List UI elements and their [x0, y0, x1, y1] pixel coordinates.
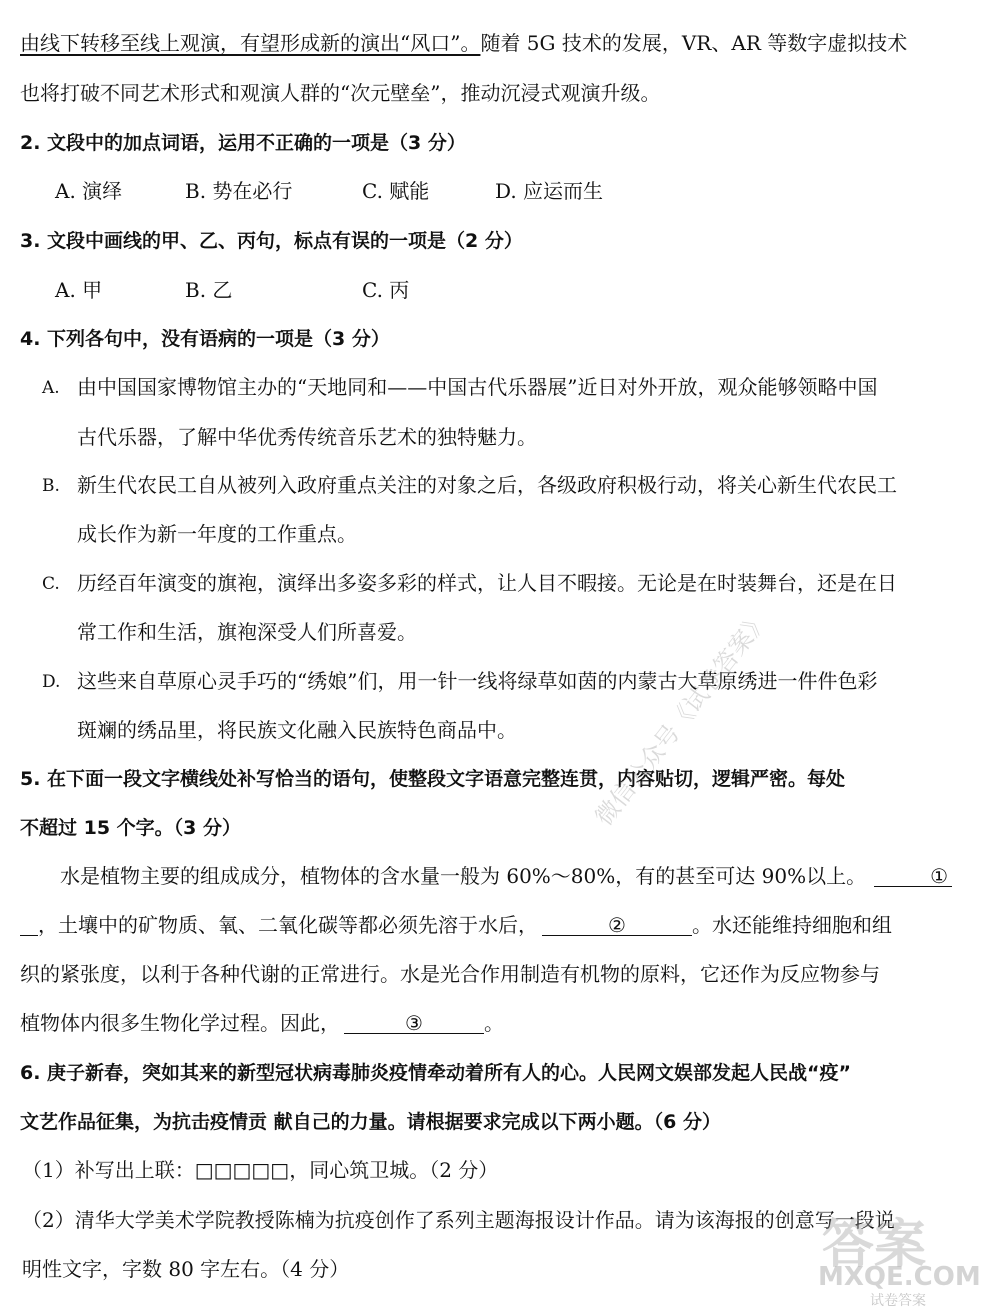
question-3-option-b: B. 乙	[185, 278, 233, 302]
question-4-option-a-label: A.	[42, 378, 60, 398]
question-3-option-a: A. 甲	[55, 278, 103, 302]
question-5-blank-1[interactable]	[874, 863, 952, 889]
question-4-option-d-label: D.	[42, 672, 61, 692]
intro-line-1	[20, 30, 907, 56]
question-5-paragraph-line-3: 织的紧张度，以利于各种代谢的正常进行。水是光合作用制造有机物的原料，它还作为反应物参与	[20, 962, 880, 986]
question-5-text-4b: 。	[484, 1011, 504, 1035]
question-4-option-b-line-2: 成长作为新一年度的工作重点。	[77, 522, 357, 546]
intro-line-1-rest: 随着 5G 技术的发展，VR、AR 等数字虚拟技术	[480, 31, 908, 55]
watermark-corner-logo: 答案	[822, 1214, 927, 1275]
question-2-option-c: C. 赋能	[362, 179, 430, 203]
question-5-blank-3-marker: ③	[405, 1011, 423, 1035]
question-5-blank-1-marker: ①	[930, 864, 949, 888]
question-4-option-d-line-2: 斑斓的绣品里，将民族文化融入民族特色商品中。	[77, 718, 517, 742]
question-5-text-2: ，土壤中的矿物质、氧、二氧化碳等都必须先溶于水后，	[38, 913, 538, 937]
question-3-stem: 3. 文段中画线的甲、乙、丙句，标点有误的一项是（2 分）	[20, 230, 523, 252]
question-5-stem-line-1: 5. 在下面一段文字横线处补写恰当的语句，使整段文字语意完整连贯，内容贴切，逻辑严密。每处	[20, 768, 846, 790]
question-6-sub-2-line-2: 明性文字，字数 80 字左右。（4 分）	[22, 1257, 350, 1281]
question-5-text-4: 植物体内很多生物化学过程。因此，	[20, 1011, 340, 1035]
question-4-option-d-line-1: 这些来自草原心灵手巧的“绣娘”们，用一针一线将绿草如茵的内蒙古大草原绣进一件件色彩	[77, 669, 878, 693]
watermark-diagonal: 微信公众号《试卷答案》	[589, 605, 775, 831]
question-5-blank-1-end[interactable]	[20, 912, 38, 938]
question-4-option-c-line-2: 常工作和生活，旗袍深受人们所喜爱。	[77, 620, 417, 644]
question-6-sub-2-line-1: （2）清华大学美术学院教授陈楠为抗疫创作了系列主题海报设计作品。请为该海报的创意写一段说	[22, 1208, 895, 1232]
question-3-option-c: C. 丙	[362, 278, 410, 302]
question-5-paragraph-line-2	[20, 912, 892, 938]
question-5-blank-2[interactable]	[542, 912, 692, 938]
question-4-option-b-line-1: 新生代农民工自从被列入政府重点关注的对象之后，各级政府积极行动，将关心新生代农民工	[77, 473, 897, 497]
intro-underlined-sentence: 由线下转移至线上观演，有望形成新的演出“风口”。	[20, 31, 481, 55]
question-2-stem: 2. 文段中的加点词语，运用不正确的一项是（3 分）	[20, 132, 466, 154]
intro-line-2: 也将打破不同艺术形式和观演人群的“次元壁垒”，推动沉浸式观演升级。	[20, 81, 661, 105]
question-5-paragraph-line-1	[60, 863, 952, 889]
question-5-text-1: 水是植物主要的组成成分，植物体的含水量一般为 60%～80%，有的甚至可达 90%以上。	[60, 864, 867, 888]
question-6-stem-line-2: 文艺作品征集，为抗击疫情贡 献自己的力量。请根据要求完成以下两小题。（6 分）	[20, 1111, 721, 1133]
question-6-sub-1: （1）补写出上联：□□□□□，同心筑卫城。（2 分）	[22, 1158, 499, 1182]
question-5-blank-3[interactable]	[344, 1010, 484, 1036]
question-2-option-d: D. 应运而生	[495, 179, 604, 203]
question-4-option-c-line-1: 历经百年演变的旗袍，演绎出多姿多彩的样式，让人目不暇接。无论是在时装舞台，还是在日	[77, 571, 897, 595]
watermark-corner-url: MXQE.COM	[818, 1262, 981, 1292]
question-2-option-a: A. 演绎	[55, 179, 123, 203]
question-5-text-2b: 。水还能维持细胞和组	[692, 913, 892, 937]
question-4-option-a-line-2: 古代乐器，了解中华优秀传统音乐艺术的独特魅力。	[77, 425, 537, 449]
question-4-stem: 4. 下列各句中，没有语病的一项是（3 分）	[20, 328, 390, 350]
question-4-option-b-label: B.	[42, 476, 60, 496]
question-5-stem-line-2: 不超过 15 个字。（3 分）	[20, 817, 242, 839]
watermark-corner-small: 试卷答案	[870, 1293, 926, 1309]
question-5-blank-2-marker: ②	[608, 913, 626, 937]
question-6-stem-line-1: 6. 庚子新春，突如其来的新型冠状病毒肺炎疫情牵动着所有人的心。人民网文娱部发起人民战“疫”	[20, 1062, 852, 1084]
question-4-option-a-line-1: 由中国国家博物馆主办的“天地同和——中国古代乐器展”近日对外开放，观众能够领略中国	[77, 375, 878, 399]
question-4-option-c-label: C.	[42, 574, 60, 594]
question-5-paragraph-line-4	[20, 1010, 504, 1036]
question-2-option-b: B. 势在必行	[185, 179, 293, 203]
